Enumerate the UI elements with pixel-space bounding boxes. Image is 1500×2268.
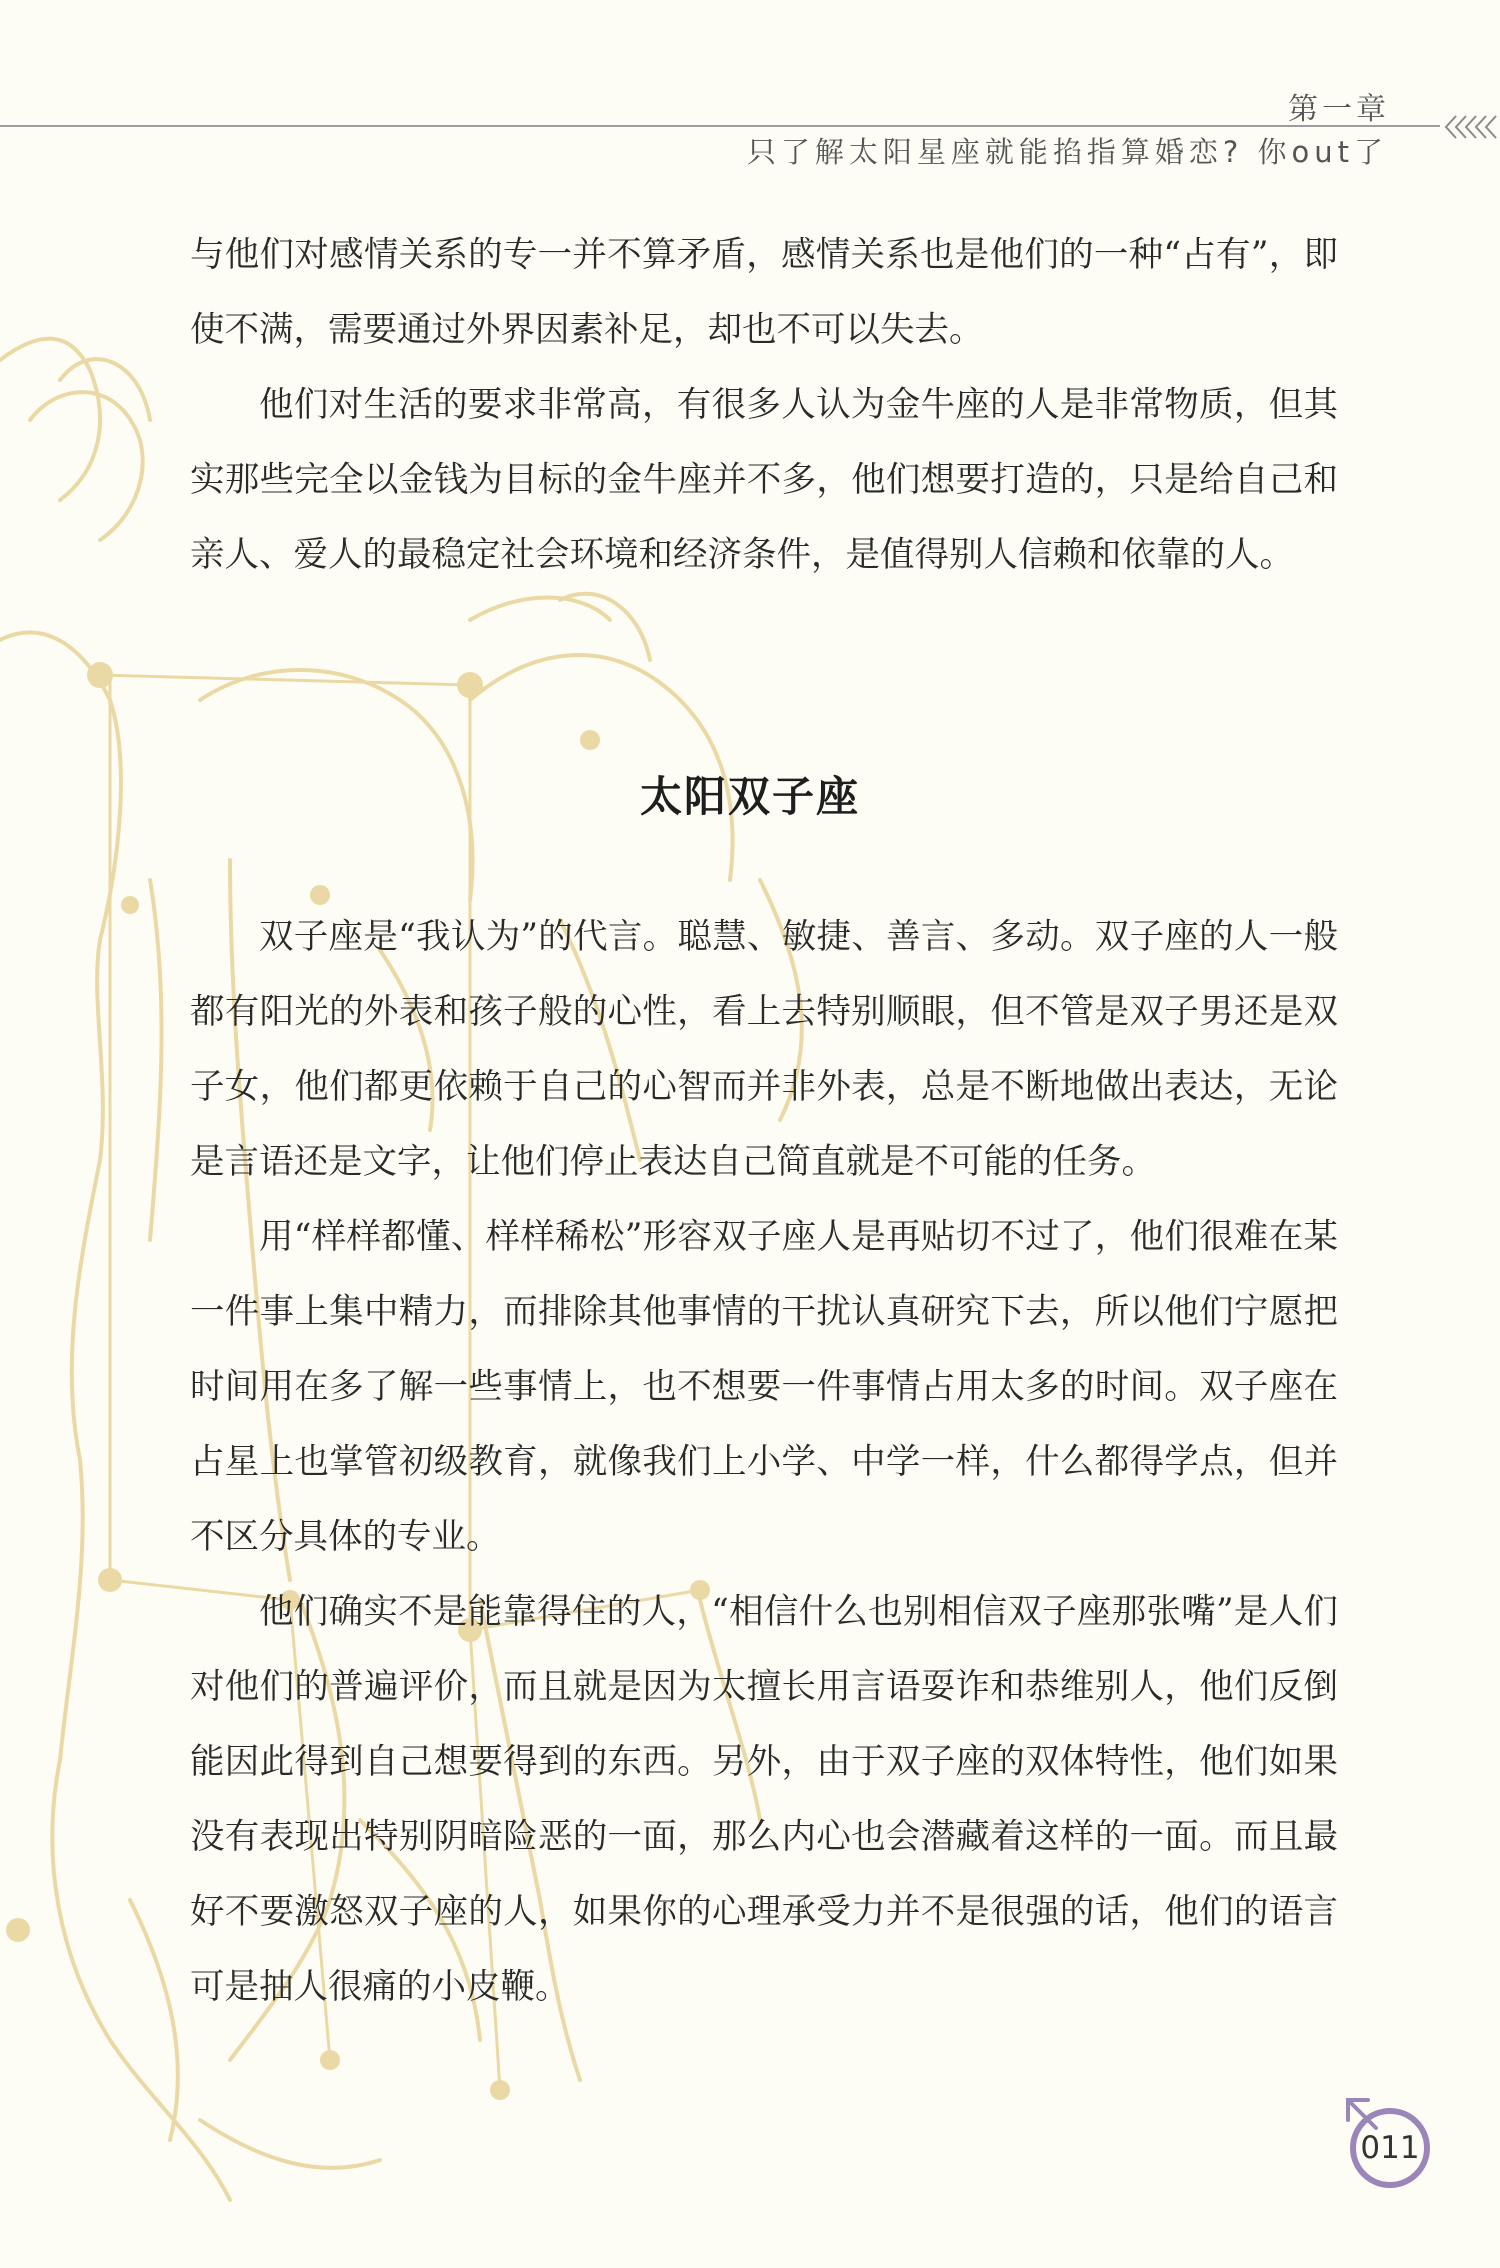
page-number: 011	[1360, 2130, 1420, 2166]
paragraph: 双子座是“我认为”的代言。聪慧、敏捷、善言、多动。双子座的人一般都有阳光的外表和孩子般的心性，看上去特别顺眼，但不管是双子男还是双子女，他们都更依赖于自己的心智而并非外表，总是不断地做出表达，无论是言语还是文字，让他们停止表达自己简直就是不可能的任务。	[190, 917, 1338, 1182]
chapter-subtitle: 只了解太阳星座就能掐指算婚恋? 你out了	[746, 135, 1388, 169]
section-heading: 太阳双子座	[639, 772, 860, 821]
paragraph: 用“样样都懂、样样稀松”形容双子座人是再贴切不过了，他们很难在某一件事上集中精力，而排除其他事情的干扰认真研究下去，所以他们宁愿把时间用在多了解一些事情上，也不想要一件事情占用太多的时间。双子座在占星上也掌管初级教育，就像我们上小学、中学一样，什么都得学点，但并不区分具体的专业。	[190, 1217, 1338, 1557]
paragraph: 与他们对感情关系的专一并不算矛盾，感情关系也是他们的一种“占有”，即使不满，需要通过外界因素补足，却也不可以失去。	[190, 235, 1338, 350]
header-rule	[0, 125, 1440, 127]
page-number-badge	[1342, 2094, 1452, 2204]
paragraph: 他们确实不是能靠得住的人，“相信什么也别相信双子座那张嘴”是人们对他们的普遍评价，而且就是因为太擅长用言语耍诈和恭维别人，他们反倒能因此得到自己想要得到的东西。另外，由于双子座的双体特性，他们如果没有表现出特别阴暗险恶的一面，那么内心也会潜藏着这样的一面。而且最好不要激怒双子座的人，如果你的心理承受力并不是很强的话，他们的语言可是抽人很痛的小皮鞭。	[190, 1592, 1338, 2007]
body-text-main	[190, 900, 1338, 2025]
chapter-label: 第一章	[1288, 92, 1390, 127]
body-text-top	[190, 218, 1338, 593]
chevrons-icon	[1442, 112, 1500, 142]
paragraph: 他们对生活的要求非常高，有很多人认为金牛座的人是非常物质，但其实那些完全以金钱为目标的金牛座并不多，他们想要打造的，只是给自己和亲人、爱人的最稳定社会环境和经济条件，是值得别人信赖和依靠的人。	[190, 385, 1338, 575]
page-number-ring	[1350, 2108, 1430, 2188]
